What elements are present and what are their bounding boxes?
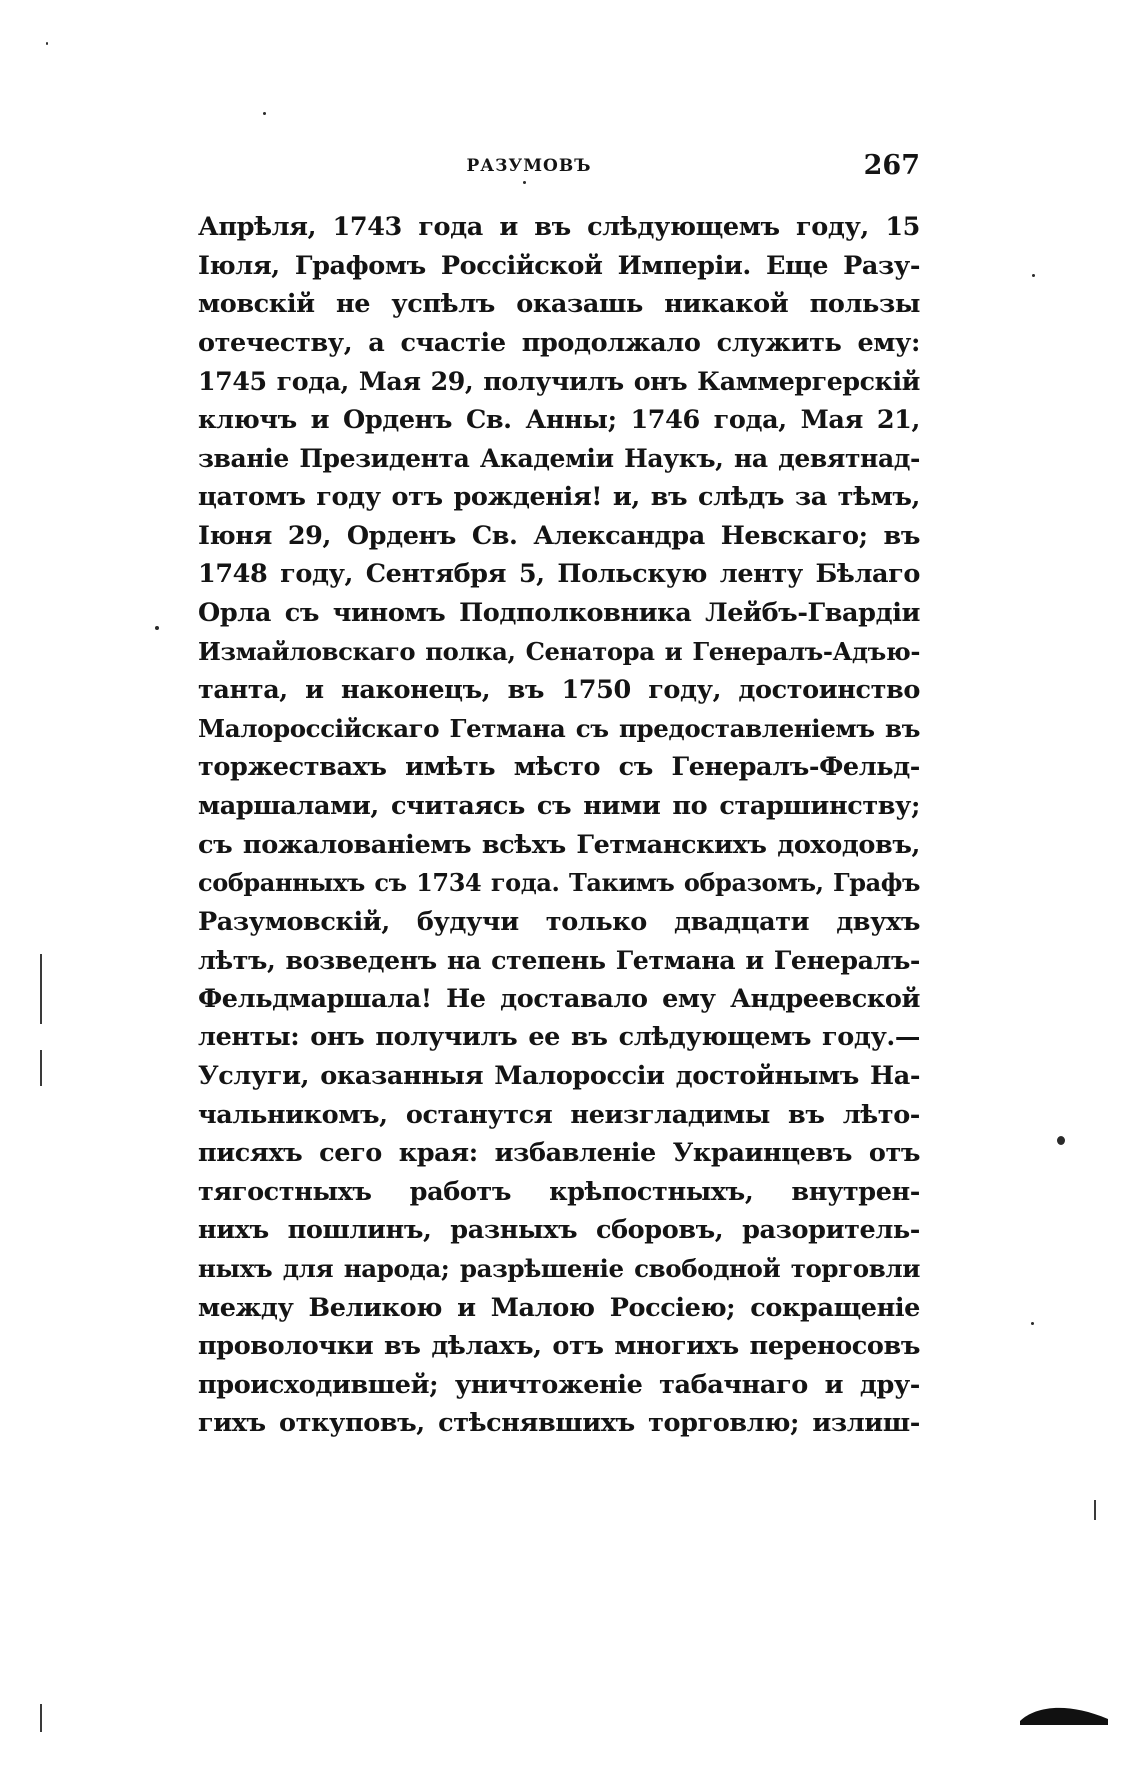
scan-edge-mark — [1094, 1500, 1096, 1520]
text-line: Орла съ чиномъ Подполковника Лейбъ-Гвардіи — [198, 597, 920, 628]
scan-speck — [1031, 1322, 1034, 1325]
text-line: Услуги, оказанныя Малороссіи достойнымъ На- — [198, 1061, 920, 1092]
text-line: лѣтъ, возведенъ на степень Гетмана и Генералъ- — [198, 945, 920, 976]
scan-edge-mark — [40, 954, 42, 1024]
page-number: 267 — [863, 150, 920, 181]
text-line: нихъ пошлинъ, разныхъ сборовъ, разоритель- — [198, 1215, 920, 1246]
text-line: Разумовскій, будучи только двадцати двухъ — [198, 906, 920, 937]
text-line: танта, и наконецъ, въ 1750 году, достоинство — [198, 675, 920, 706]
scan-speck — [46, 42, 48, 45]
text-line: маршалами, считаясь съ ними по старшинству; — [198, 790, 920, 821]
text-line: проволочки въ дѣлахъ, отъ многихъ переносовъ — [198, 1331, 920, 1362]
text-line: чальникомъ, останутся неизгладимы въ лѣто- — [198, 1099, 920, 1130]
text-line: ленты: онъ получилъ ее въ слѣдующемъ году.— — [198, 1022, 920, 1053]
text-line: съ пожалованіемъ всѣхъ Гетманскихъ доходовъ, — [198, 829, 920, 860]
text-line: ныхъ для народа; разрѣшеніе свободной торговли — [198, 1254, 920, 1284]
text-line: Измайловскаго полка, Сенатора и Генералъ-Адъю- — [198, 636, 920, 666]
text-line: званіе Президента Академіи Наукъ, на девятнад- — [198, 443, 920, 473]
text-line: 1748 году, Сентября 5, Польскую ленту Бѣлаго — [198, 559, 920, 590]
scan-speck — [1032, 274, 1035, 277]
scan-edge-mark — [40, 1050, 42, 1086]
text-line: между Великою и Малою Россіею; сокращеніе — [198, 1292, 920, 1323]
body-text — [198, 208, 920, 1443]
text-line: собранныхъ съ 1734 года. Такимъ образомъ, Графъ — [198, 868, 920, 898]
text-line: ключъ и Орденъ Св. Анны; 1746 года, Мая 21, — [198, 404, 920, 435]
text-line: цатомъ году отъ рожденія! и, въ слѣдъ за тѣмъ, — [198, 482, 920, 513]
text-line: Апрѣля, 1743 года и въ слѣдующемъ году, 15 — [198, 212, 920, 242]
scan-speck — [1057, 1136, 1065, 1145]
text-line: 1745 года, Мая 29, получилъ онъ Каммергерскій — [198, 366, 920, 397]
text-line: тягостныхъ работъ крѣпостныхъ, внутрен- — [198, 1176, 920, 1207]
text-line: гихъ откуповъ, стѣснявшихъ торговлю; излиш- — [198, 1408, 920, 1439]
running-head — [198, 150, 920, 190]
running-title: РАЗУМОВЪ — [466, 156, 592, 176]
text-line: Іюня 29, Орденъ Св. Александра Невскаго; въ — [198, 520, 920, 551]
scan-edge-mark — [40, 1704, 42, 1732]
text-line: происходившей; уничтоженіе табачнаго и дру- — [198, 1369, 920, 1400]
scan-speck — [523, 181, 526, 184]
text-line: Фельдмаршала! Не доставало ему Андреевской — [198, 983, 920, 1014]
text-line: мовскій не успѣлъ оказашь никакой пользы — [198, 289, 920, 320]
scan-speck — [263, 112, 266, 115]
text-line: писяхъ сего края: избавленіе Украинцевъ отъ — [198, 1138, 920, 1169]
text-line: торжествахъ имѣть мѣсто съ Генералъ-Фельд- — [198, 752, 920, 783]
text-line: отечеству, а счастіе продолжало служить ему: — [198, 327, 920, 358]
text-line: Іюля, Графомъ Россійской Имперіи. Еще Разу- — [198, 250, 920, 281]
scan-blot — [1020, 1703, 1108, 1725]
text-line: Малороссійскаго Гетмана съ предоставленіемъ въ — [198, 713, 920, 743]
scan-speck — [155, 626, 159, 630]
